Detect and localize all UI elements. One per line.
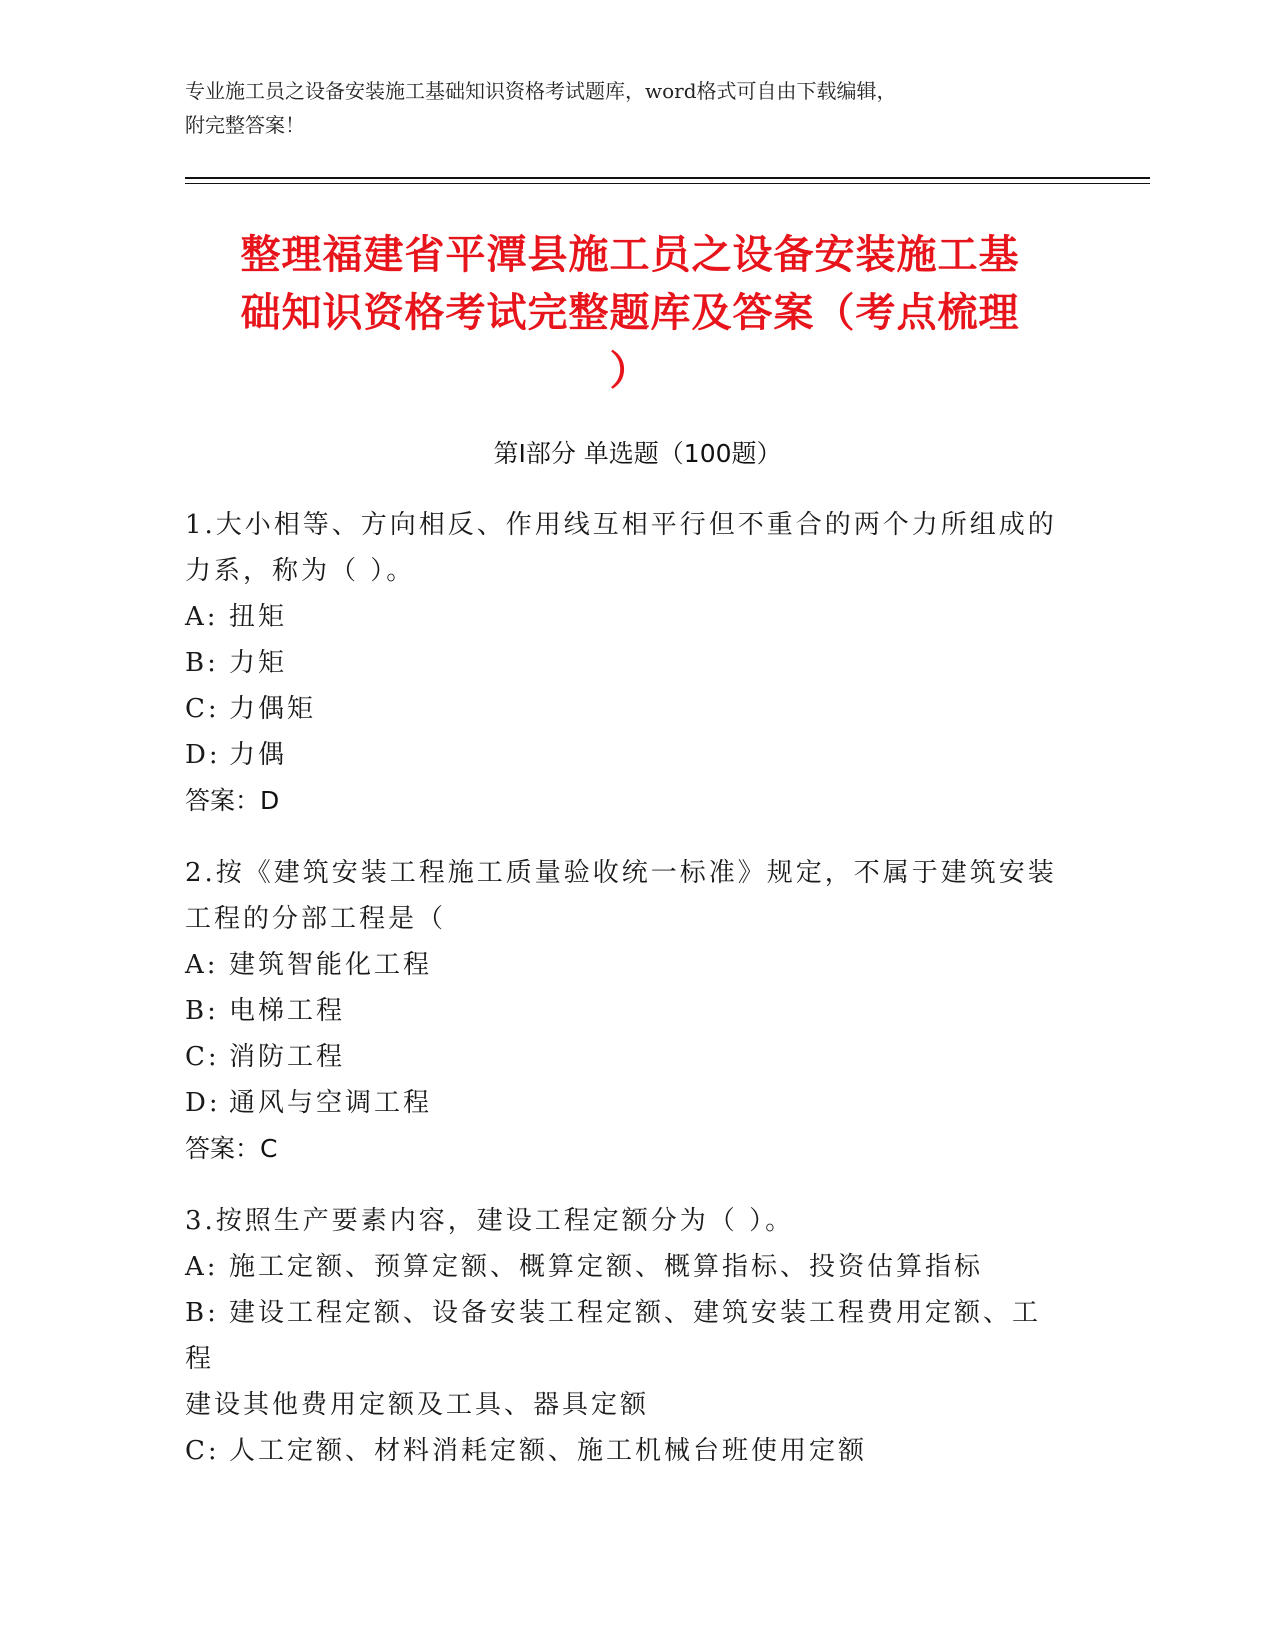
question-stem: 3.按照生产要素内容，建设工程定额分为（ ）。 [185,1206,795,1236]
option-b [185,1290,1065,1382]
option-text: 施工定额、预算定额、概算定额、概算指标、投资估算指标 [229,1252,984,1282]
option-letter: C: [185,1042,220,1072]
title-line: 础知识资格考试完整题库及答案（考点梳理 [240,290,1020,336]
option-b [185,988,1065,1034]
option-letter: A: [185,950,219,980]
option-letter: B: [185,996,219,1026]
question-1 [185,502,1065,824]
answer-line: 答案：D [185,786,280,815]
option-c [185,1034,1065,1080]
option-a [185,594,1065,640]
question-stem: 工程的分部工程是（ [185,904,447,934]
option-text: 力偶 [229,740,288,770]
option-letter: C: [185,1436,220,1466]
title-line: 整理福建省平潭县施工员之设备安装施工基 [240,232,1020,278]
answer-line: 答案：C [185,1134,278,1163]
option-b-continued: 建设其他费用定额及工具、器具定额 [185,1390,650,1420]
option-c [185,1428,1065,1474]
header-divider [185,177,1150,179]
option-text: 力矩 [229,648,288,678]
option-d [185,732,1065,778]
option-letter: B: [185,1298,219,1328]
question-stem: 力系，称为（ ）。 [185,556,416,586]
question-3 [185,1198,1065,1474]
option-c [185,686,1065,732]
option-letter: D: [185,1088,221,1118]
header-note-line: 附完整答案！ [185,113,305,137]
question-stem: 1.大小相等、方向相反、作用线互相平行但不重合的两个力所组成的 [185,510,1057,540]
option-letter: C: [185,694,220,724]
header-note-line: 专业施工员之设备安装施工基础知识资格考试题库，word格式可自由下载编辑， [185,79,897,103]
option-d [185,1080,1065,1126]
option-text: 通风与空调工程 [229,1088,433,1118]
header-note [185,74,1085,142]
question-stem: 2.按《建筑安装工程施工质量验收统一标准》规定，不属于建筑安装 [185,858,1057,888]
option-letter: B: [185,648,219,678]
option-a [185,942,1065,988]
option-letter: D: [185,740,221,770]
option-text: 人工定额、材料消耗定额、施工机械台班使用定额 [229,1436,868,1466]
option-text: 消防工程 [229,1042,346,1072]
option-text: 电梯工程 [229,996,346,1026]
option-letter: A: [185,602,219,632]
option-text: 建筑智能化工程 [229,950,433,980]
option-letter: A: [185,1252,219,1282]
option-text: 扭矩 [229,602,288,632]
title-line: ） [609,348,651,394]
option-text: 建设工程定额、设备安装工程定额、建筑安装工程费用定额、工程 [185,1298,1042,1374]
option-b [185,640,1065,686]
option-a [185,1244,1065,1290]
document-title [190,226,1070,400]
section-heading: 第Ⅰ部分 单选题（100题） [493,439,782,468]
question-2 [185,850,1065,1172]
option-text: 力偶矩 [229,694,317,724]
header-divider-thin [185,183,1150,184]
